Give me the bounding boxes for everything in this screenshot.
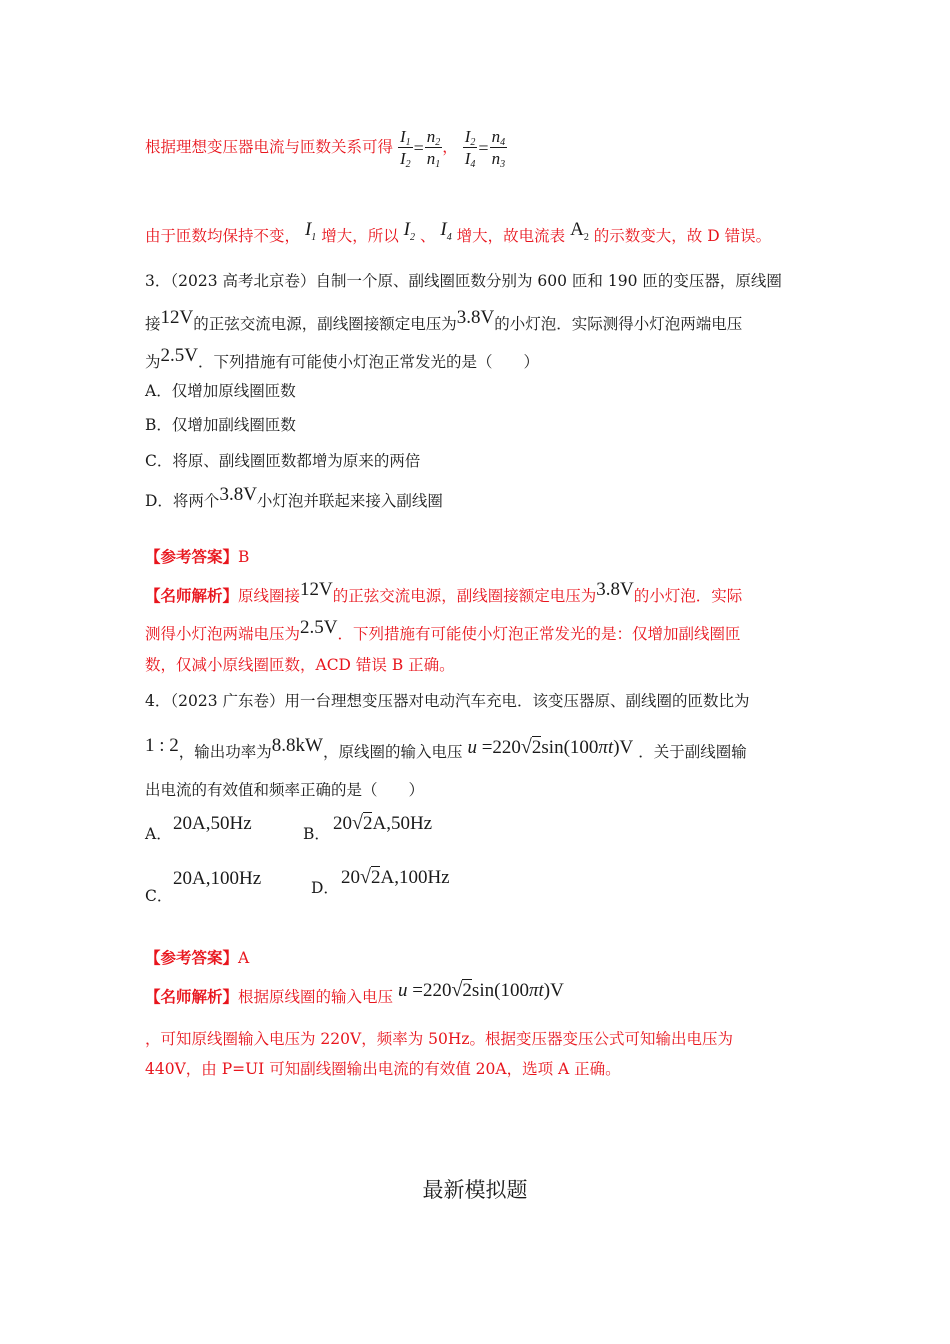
relation-text: 根据理想变压器电流与匝数关系可得	[145, 137, 394, 156]
q4-answer: 【参考答案】A	[145, 948, 250, 967]
q4-line-2: 1 : 2，输出功率为8.8kW，原线圈的输入电压 u =220√2sin(100πt)V ．关于副线圈输	[145, 735, 747, 761]
q4-option-b-label: B．	[303, 825, 330, 843]
current-turns-relation: 根据理想变压器电流与匝数关系可得 $\frac{I1}{I2}$ = $\frac{n2}{n1}$ ， $\frac{I2}{I4}$ = $\frac{n4}{n3}$	[145, 127, 506, 170]
q4-option-b-value: 20√2A,50Hz	[333, 812, 433, 834]
equals-sign: =	[478, 137, 489, 158]
q3-line-2: 接12V的正弦交流电源，副线圈接额定电压为3.8V的小灯泡．实际测得小灯泡两端电压	[145, 307, 743, 333]
q4-option-d-label: D．	[311, 879, 339, 897]
conclusion-line: 由于匝数均保持不变， $I_1$ 增大，所以 $I_2$ 、 $I_4$ 增大，故电流表 $A_2$ 的示数变大，故 D 错误。	[145, 219, 772, 245]
fraction-n2-n1: $\frac{n2}{n1}$	[426, 127, 441, 170]
q3-option-b: B．仅增加副线圈匝数	[145, 416, 296, 434]
q4-option-a-value: 20A,50Hz	[173, 813, 252, 834]
equals-sign: =	[413, 137, 424, 158]
q3-option-a: A．仅增加原线圈匝数	[145, 382, 296, 400]
symbol-i2: $I_2$	[403, 219, 415, 243]
q3-explanation-2: 测得小灯泡两端电压为2.5V．下列措施有可能使小灯泡正常发光的是：仅增加副线圈匝	[145, 617, 741, 643]
symbol-a2: $A_2$	[570, 219, 589, 243]
symbol-i1: $I_1$	[304, 219, 317, 243]
q4-line-1: 4．（2023 广东卷）用一台理想变压器对电动汽车充电．该变压器原、副线圈的匝数比为	[145, 692, 750, 710]
q4-option-c-label: C．	[145, 887, 173, 905]
q3-option-d: D．将两个3.8V小灯泡并联起来接入副线圈	[145, 484, 443, 510]
input-voltage-formula: u =220√2sin(100πt)V	[467, 736, 634, 758]
fraction-n4-n3: $\frac{n4}{n3}$	[491, 127, 506, 170]
q3-line-1: 3．（2023 高考北京卷）自制一个原、副线圈匝数分别为 600 匝和 190 匝的变压器，原线圈	[145, 272, 782, 290]
fraction-i2-i4: $\frac{I2}{I4}$	[464, 127, 476, 170]
q3-explanation-1: 【名师解析】原线圈接12V的正弦交流电源，副线圈接额定电压为3.8V的小灯泡．实际	[145, 579, 743, 605]
q4-explanation-1: 【名师解析】根据原线圈的输入电压 u =220√2sin(100πt)V	[145, 979, 564, 1006]
q4-explanation-2: ，可知原线圈输入电压为 220V，频率为 50Hz。根据变压器变压公式可知输出电压为	[145, 1030, 734, 1048]
q3-line-3: 为2.5V．下列措施有可能使小灯泡正常发光的是（ ）	[145, 345, 540, 371]
section-heading: 最新模拟题	[422, 1178, 528, 1202]
q4-explanation-3: 440V，由 P=UI 可知副线圈输出电流的有效值 20A，选项 A 正确。	[145, 1060, 621, 1078]
q4-option-d-value: 20√2A,100Hz	[341, 866, 450, 888]
symbol-i4: $I_4$	[440, 219, 452, 243]
q3-explanation-3: 数，仅减小原线圈匝数，ACD 错误 B 正确。	[145, 656, 455, 674]
explanation-voltage-formula: u =220√2sin(100πt)V	[397, 979, 564, 1001]
q3-answer: 【参考答案】B	[145, 547, 250, 566]
q4-option-c-value: 20A,100Hz	[173, 868, 262, 889]
fraction-i1-i2: $\frac{I1}{I2}$	[399, 127, 411, 170]
q4-option-a-label: A．	[145, 825, 172, 843]
q3-option-c: C．将原、副线圈匝数都增为原来的两倍	[145, 452, 421, 470]
q4-line-3: 出电流的有效值和频率正确的是（ ）	[145, 781, 425, 799]
